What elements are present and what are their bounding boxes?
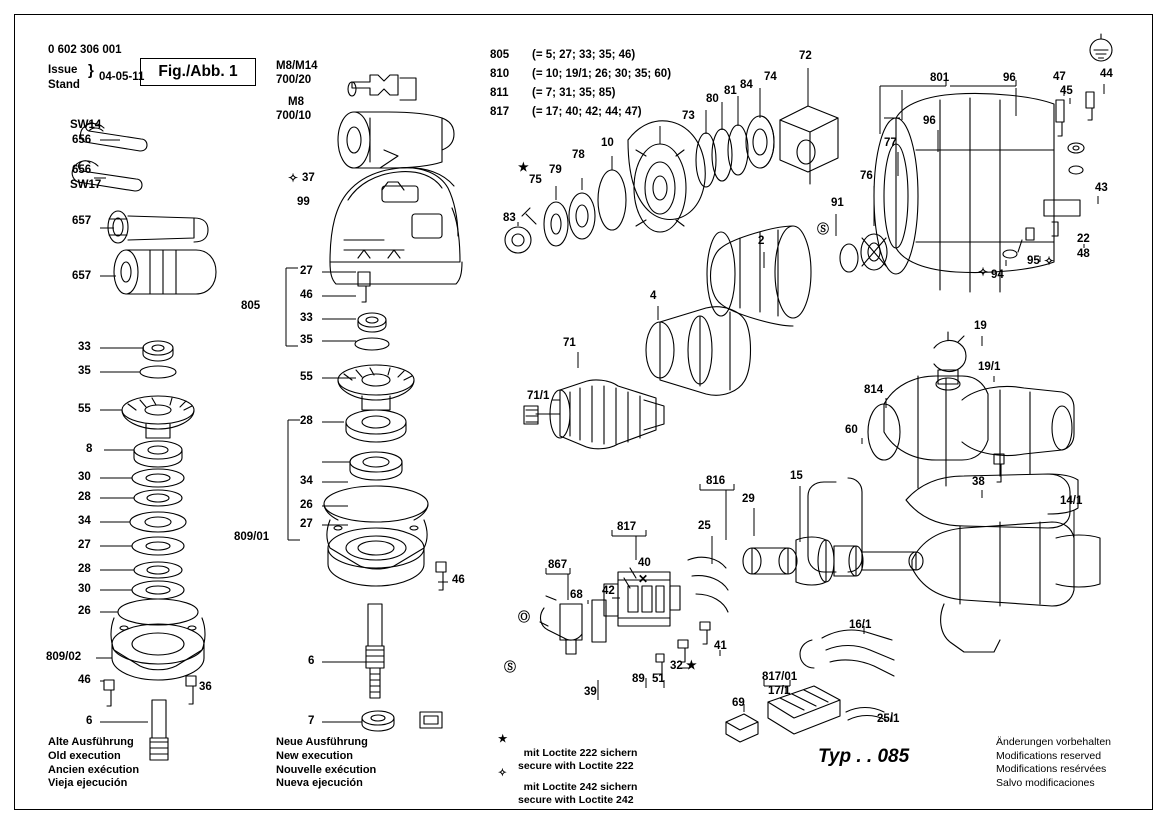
callout-75: 75: [529, 174, 542, 186]
callout-38: 38: [972, 476, 985, 488]
callout-15: 15: [790, 470, 803, 482]
callout-91: 91: [831, 197, 844, 209]
group-code-2: 811: [490, 87, 509, 99]
callout-81: 81: [724, 85, 737, 97]
callout-96b: 96: [923, 115, 936, 127]
notice-line-3: Salvo modificaciones: [996, 776, 1095, 789]
callout-89: 89: [632, 673, 645, 685]
label-m8-m14: M8/M14: [276, 60, 318, 72]
callout-35b: 35: [300, 334, 313, 346]
callout-83: 83: [503, 212, 516, 224]
callout-84: 84: [740, 79, 753, 91]
label-sw17: SW17: [70, 179, 102, 191]
loctite-star-marker-32: ★: [686, 658, 697, 672]
callout-45: 45: [1060, 85, 1073, 97]
callout-6b: 6: [308, 655, 315, 667]
callout-30a: 30: [78, 471, 91, 483]
terminal-marker-s-2: Ⓢ: [504, 660, 517, 674]
issue-date: 04-05-11: [99, 71, 145, 83]
callout-8: 8: [86, 443, 93, 455]
old-exec-line-2: Ancien exécution: [48, 763, 140, 776]
loctite-diamond-marker-94: ✧: [978, 265, 989, 279]
callout-14-1: 14/1: [1060, 495, 1083, 507]
callout-27a: 27: [78, 539, 91, 551]
callout-41: 41: [714, 640, 727, 652]
callout-48: 48: [1077, 248, 1090, 260]
callout-25: 25: [698, 520, 711, 532]
callout-69: 69: [732, 697, 745, 709]
stand-label: Stand: [48, 79, 80, 91]
callout-28a: 28: [78, 491, 91, 503]
loctite-242-en: secure with Loctite 242: [518, 794, 634, 807]
callout-6a: 6: [86, 715, 93, 727]
callout-25-1: 25/1: [877, 713, 900, 725]
callout-80: 80: [706, 93, 719, 105]
callout-2: 2: [758, 235, 765, 247]
callout-71-1: 71/1: [527, 390, 550, 402]
loctite-note-242: [498, 767, 638, 822]
callout-28b: 28: [78, 563, 91, 575]
loctite-222-de: mit Loctite 222 sichern: [523, 746, 638, 759]
old-exec-line-1: Old execution: [48, 749, 121, 762]
callout-26a: 26: [78, 605, 91, 617]
callout-817b: 817: [617, 521, 637, 533]
loctite-222-en: secure with Loctite 222: [518, 760, 634, 773]
callout-10: 10: [601, 137, 614, 149]
callout-17-1: 17/1: [768, 685, 791, 697]
new-exec-line-2: Nouvelle exécution: [276, 763, 377, 776]
callout-19-1: 19/1: [978, 361, 1001, 373]
star-marker-icon: ★: [498, 733, 508, 745]
callout-28c: 28: [300, 415, 313, 427]
notice-line-1: Modifications reserved: [996, 749, 1102, 762]
callout-99: 99: [297, 196, 310, 208]
callout-814: 814: [864, 384, 884, 396]
figure-title-box: [140, 58, 256, 86]
loctite-242-de: mit Loctite 242 sichern: [523, 780, 638, 793]
notice-line-2: Modifications resérvées: [996, 763, 1107, 776]
label-656-b: 656: [72, 164, 92, 176]
callout-96a: 96: [1003, 72, 1016, 84]
callout-26b: 26: [300, 499, 313, 511]
callout-77: 77: [884, 137, 897, 149]
callout-47: 47: [1053, 71, 1066, 83]
callout-19: 19: [974, 320, 987, 332]
modifications-notice: [996, 736, 1111, 791]
group-contents-0: (= 5; 27; 33; 35; 46): [532, 49, 636, 61]
callout-43: 43: [1095, 182, 1108, 194]
loctite-star-marker-75: ★: [518, 160, 529, 174]
callout-95: 95: [1027, 255, 1040, 267]
callout-34a: 34: [78, 515, 91, 527]
callout-867: 867: [548, 559, 568, 571]
callout-4: 4: [650, 290, 657, 302]
group-contents-2: (= 7; 31; 35; 85): [532, 87, 616, 99]
callout-76: 76: [860, 170, 873, 182]
callout-32: 32: [670, 660, 683, 672]
callout-817-01: 817/01: [762, 671, 798, 683]
issue-label: Issue: [48, 64, 78, 76]
callout-46a: 46: [78, 674, 91, 686]
callout-73: 73: [682, 110, 695, 122]
loctite-diamond-marker-95: ✧: [1044, 254, 1055, 268]
callout-68: 68: [570, 589, 583, 601]
callout-34b: 34: [300, 475, 313, 487]
callout-72: 72: [799, 50, 812, 62]
callout-35a: 35: [78, 365, 91, 377]
callout-29: 29: [742, 493, 755, 505]
callout-40: 40: [638, 557, 651, 569]
callout-27c: 27: [300, 518, 313, 530]
label-sw14: SW14: [70, 119, 102, 131]
label-657-b: 657: [72, 270, 92, 282]
figure-title: Fig./Abb. 1: [158, 63, 238, 80]
loctite-diamond-marker-37: ✧: [288, 171, 299, 185]
terminal-marker-x: ✕: [638, 572, 649, 586]
callout-42: 42: [602, 585, 615, 597]
notice-line-0: Änderungen vorbehalten: [996, 736, 1112, 748]
callout-74: 74: [764, 71, 777, 83]
new-execution-caption: [276, 736, 376, 791]
callout-78: 78: [572, 149, 585, 161]
callout-55b: 55: [300, 371, 313, 383]
callout-46b: 46: [300, 289, 313, 301]
group-contents-1: (= 10; 19/1; 26; 30; 35; 60): [532, 68, 672, 80]
callout-51: 51: [652, 673, 665, 685]
callout-79: 79: [549, 164, 562, 176]
callout-801: 801: [930, 72, 950, 84]
callout-71: 71: [563, 337, 576, 349]
group-code-0: 805: [490, 49, 510, 61]
label-657-a: 657: [72, 215, 92, 227]
new-exec-line-0: Neue Ausführung: [276, 736, 368, 748]
callout-46c: 46: [452, 574, 465, 586]
callout-7: 7: [308, 715, 315, 727]
label-m8: M8: [288, 96, 304, 108]
part-number: 0 602 306 001: [48, 44, 122, 56]
callout-37: 37: [302, 172, 315, 184]
type-label: Typ . . 085: [818, 746, 910, 767]
callout-805: 805: [241, 300, 261, 312]
new-exec-line-3: Nueva ejecución: [276, 777, 363, 790]
terminal-marker-s-1: Ⓢ: [817, 222, 830, 236]
new-exec-line-1: New execution: [276, 749, 354, 762]
callout-33a: 33: [78, 341, 91, 353]
callout-60: 60: [845, 424, 858, 436]
callout-94: 94: [991, 269, 1004, 281]
brace-symbol: }: [88, 62, 94, 79]
callout-33b: 33: [300, 312, 313, 324]
terminal-marker-o-1: Ⓞ: [518, 610, 531, 624]
callout-16-1: 16/1: [849, 619, 872, 631]
callout-816: 816: [706, 475, 726, 487]
callout-44: 44: [1100, 68, 1113, 80]
callout-22: 22: [1077, 233, 1090, 245]
old-execution-caption: [48, 736, 139, 791]
callout-55a: 55: [78, 403, 91, 415]
callout-30b: 30: [78, 583, 91, 595]
label-656-a: 656: [72, 134, 92, 146]
label-700-20: 700/20: [276, 74, 312, 86]
callout-809-01: 809/01: [234, 531, 270, 543]
group-code-1: 810: [490, 68, 510, 80]
diamond-marker-icon: ✧: [498, 767, 507, 779]
callout-809-02: 809/02: [46, 651, 82, 663]
callout-39: 39: [584, 686, 597, 698]
label-700-10: 700/10: [276, 110, 312, 122]
old-exec-line-0: Alte Ausführung: [48, 736, 134, 748]
callout-36: 36: [199, 681, 212, 693]
group-contents-3: (= 17; 40; 42; 44; 47): [532, 106, 642, 118]
old-exec-line-3: Vieja ejecución: [48, 777, 128, 790]
group-code-3: 817: [490, 106, 510, 118]
callout-27b: 27: [300, 265, 313, 277]
